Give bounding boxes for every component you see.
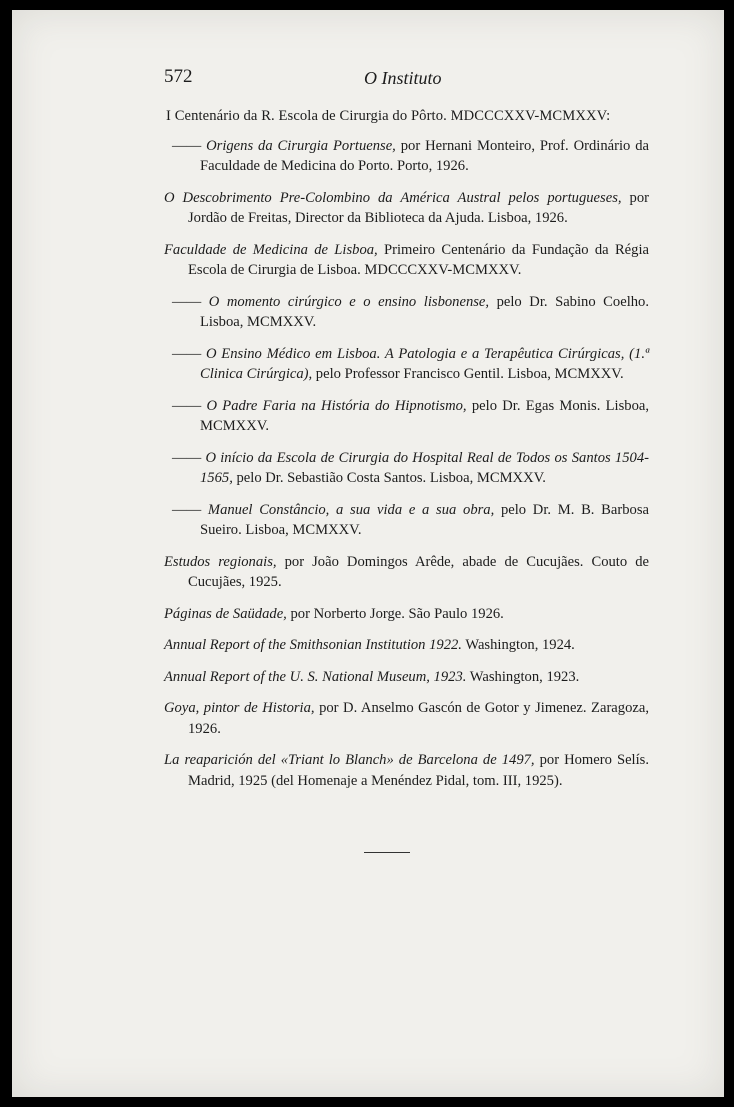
bibliography-entry bbox=[164, 188, 649, 229]
page-number: 572 bbox=[164, 66, 193, 87]
bibliography-entry bbox=[174, 292, 649, 333]
entry-title: O Descobrimento Pre-Colombino da América Austral pelos portugueses, bbox=[164, 189, 622, 206]
bibliography-entry bbox=[164, 240, 649, 281]
entry-title: Páginas de Saüdade, bbox=[164, 605, 287, 622]
entry-details: pelo Professor Francisco Gentil. Lisboa, MCMXXV. bbox=[312, 366, 624, 382]
entry-details: por Homero Selís. Madrid, 1925 (del Homenaje a Menéndez Pidal, tom. III, 1925). bbox=[188, 752, 649, 789]
bibliography-entry bbox=[174, 136, 649, 177]
entry-title: Goya, pintor de Historia, bbox=[164, 700, 315, 716]
entry-title: La reaparición del «Triant lo Blanch» de Barcelona de 1497, bbox=[164, 752, 535, 768]
entry-dash: —— bbox=[172, 345, 202, 362]
bibliography-entry bbox=[164, 698, 649, 739]
bibliography-entry bbox=[164, 552, 649, 593]
running-head: O Instituto bbox=[364, 68, 442, 88]
bibliography-entry bbox=[174, 344, 649, 385]
entry-details: Primeiro Centenário da Fundação da Régia Escola de Cirurgia de Lisboa. MDCCCXXV-MCMXXV. bbox=[188, 241, 649, 278]
bibliography-list bbox=[164, 106, 649, 802]
entries-container bbox=[164, 136, 649, 792]
entry-title: O Ensino Médico em Lisboa. A Patologia e a Terapêutica Cirúrgicas, (1.ª Clinica Cirúrgica), bbox=[200, 345, 649, 382]
entry-details: pelo Dr. Sebastião Costa Santos. Lisboa, MCMXXV. bbox=[232, 470, 546, 486]
entry-title: Origens da Cirurgia Portuense, bbox=[206, 137, 396, 154]
entry-details: por D. Anselmo Gascón de Gotor y Jimenez. Zaragoza, 1926. bbox=[188, 700, 649, 737]
page-header bbox=[164, 66, 664, 96]
entry-title: Faculdade de Medicina de Lisboa, bbox=[164, 241, 378, 258]
entry-details: Washington, 1923. bbox=[466, 668, 580, 685]
section-heading: I Centenário da R. Escola de Cirurgia do Pôrto. MDCCCXXV-MCMXXV: bbox=[166, 108, 611, 124]
entry-title: O início da Escola de Cirurgia do Hospital Real de Todos os Santos 1504-1565, bbox=[200, 449, 649, 486]
entry-details: pelo Dr. Sabino Coelho. Lisboa, MCMXXV. bbox=[200, 293, 649, 330]
entry-details: por Jordão de Freitas, Director da Biblioteca da Ajuda. Lisboa, 1926. bbox=[188, 189, 649, 226]
book-page bbox=[12, 10, 724, 1097]
entry-dash: —— bbox=[172, 449, 202, 466]
bibliography-entry bbox=[164, 604, 649, 625]
entry-details: pelo Dr. Egas Monis. Lisboa, MCMXXV. bbox=[200, 397, 649, 434]
entry-details: Washington, 1924. bbox=[461, 637, 575, 653]
bibliography-entry bbox=[164, 750, 649, 791]
end-rule bbox=[364, 852, 410, 853]
entry-title: Estudos regionais, bbox=[164, 553, 277, 570]
entry-dash: —— bbox=[172, 397, 202, 414]
bibliography-entry bbox=[174, 448, 649, 489]
bibliography-entry bbox=[174, 500, 649, 541]
entry-dash: —— bbox=[172, 501, 202, 518]
bibliography-entry bbox=[164, 635, 649, 656]
entry-title: O momento cirúrgico e o ensino lisbonense, bbox=[208, 293, 490, 310]
entry-dash: —— bbox=[172, 137, 202, 154]
entry-details: por Hernani Monteiro, Prof. Ordinário da Faculdade de Medicina do Porto. Porto, 1926. bbox=[200, 137, 649, 174]
bibliography-entry bbox=[164, 667, 649, 688]
bibliography-entry bbox=[174, 396, 649, 437]
entry-dash: —— bbox=[172, 293, 202, 310]
entry-details: por João Domingos Arêde, abade de Cucujães. Couto de Cucujães, 1925. bbox=[188, 553, 649, 590]
entry-details: pelo Dr. M. B. Barbosa Sueiro. Lisboa, MCMXXV. bbox=[200, 501, 649, 538]
entry-title: Annual Report of the U. S. National Museum, 1923. bbox=[164, 668, 467, 685]
entry-title: Manuel Constâncio, a sua vida e a sua obra, bbox=[207, 501, 495, 518]
entry-title: O Padre Faria na História do Hipnotismo, bbox=[206, 397, 467, 414]
entry-details: por Norberto Jorge. São Paulo 1926. bbox=[286, 605, 504, 622]
entry-title: Annual Report of the Smithsonian Institution 1922. bbox=[164, 637, 462, 653]
